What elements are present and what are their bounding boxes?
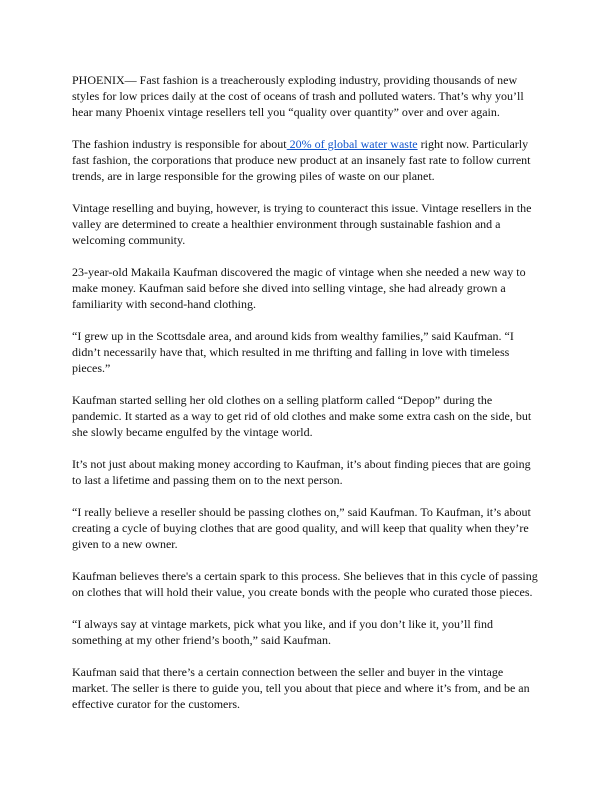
paragraph-8: “I really believe a reseller should be passing clothes on,” said Kaufman. To Kaufman, it’s about creating a cycle of buying clothes that are good quality, and will keep that quality when they’re given to a new owner.	[72, 505, 531, 551]
paragraph-10: “I always say at vintage markets, pick what you like, and if you don’t like it, you’ll find something at my other friend’s booth,” said Kaufman.	[72, 617, 494, 647]
paragraph-5: “I grew up in the Scottsdale area, and around kids from wealthy families,” said Kaufman. “I didn’t necessarily have that, which resulted in me thrifting and falling in love with timeless pieces.”	[72, 329, 514, 375]
paragraph-2	[72, 136, 542, 184]
paragraph-6: Kaufman started selling her old clothes on a selling platform called “Depop” during the pandemic. It started as a way to get rid of old clothes and make some extra cash on the side, but she slowly became engulfed by the vintage world.	[72, 393, 532, 439]
paragraph-4: 23-year-old Makaila Kaufman discovered the magic of vintage when she needed a new way to make money. Kaufman said before she dived into selling vintage, she had already grown a familiarity with second-hand clothing.	[72, 265, 526, 311]
paragraph-11: Kaufman said that there’s a certain connection between the seller and buyer in the vintage market. The seller is there to guide you, tell you about that piece and where it’s from, and be an effective curator for the customers.	[72, 665, 530, 711]
paragraph-3: Vintage reselling and buying, however, is trying to counteract this issue. Vintage resellers in the valley are determined to create a healthier environment through sustainable fashion and a welcoming community.	[72, 201, 532, 247]
paragraph-2-text-before: The fashion industry is responsible for about	[72, 137, 287, 151]
paragraph-9: Kaufman believes there's a certain spark to this process. She believes that in this cycle of passing on clothes that will hold their value, you create bonds with the people who curated those pieces.	[72, 569, 538, 599]
paragraph-7: It’s not just about making money according to Kaufman, it’s about finding pieces that are going to last a lifetime and passing them on to the next person.	[72, 457, 531, 487]
water-waste-link[interactable]: 20% of global water waste	[286, 137, 418, 151]
article-body	[72, 72, 542, 728]
paragraph-1: PHOENIX— Fast fashion is a treacherously exploding industry, providing thousands of new styles for low prices daily at the cost of oceans of trash and polluted waters. That’s why you’ll hear many Phoenix vintage resellers tell you “quality over quantity” over and over again.	[72, 73, 524, 119]
paragraph-2-text-after: right now. Particularly fast fashion, the corporations that produce new product at an insanely fast rate to follow current trends, are in large responsible for the growing piles of waste on our planet.	[72, 137, 531, 183]
